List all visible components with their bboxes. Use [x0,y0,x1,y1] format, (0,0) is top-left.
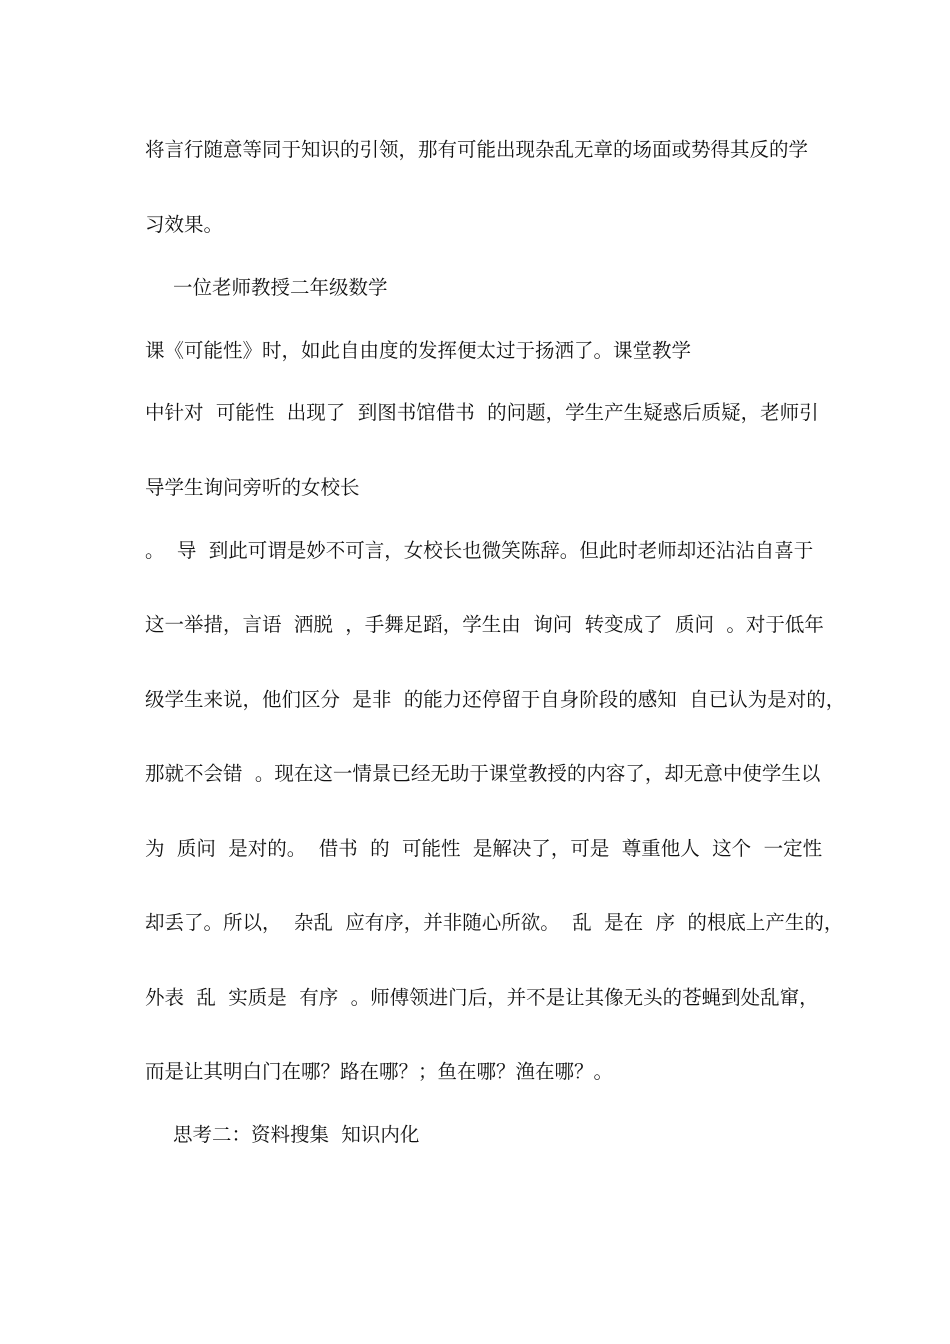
paragraph-line: 课《可能性》时，如此自由度的发挥便太过于扬洒了。课堂教学 [145,339,692,362]
section-heading: 思考二：资料搜集 知识内化 [173,1123,420,1146]
paragraph-line: 级学生来说，他们区分 是非 的能力还停留于自身阶段的感知 自已认为是对的， [145,688,846,711]
paragraph-line: 。 导 到此可谓是妙不可言，女校长也微笑陈辞。但此时老师却还沾沾自喜于 [145,539,814,562]
paragraph-line: 那就不会错 。现在这一情景已经无助于课堂教授的内容了，却无意中使学生以 [145,762,821,785]
paragraph-line: 导学生询问旁听的女校长 [145,476,360,499]
paragraph-line: 而是让其明白门在哪？路在哪？；鱼在哪？渔在哪？。 [145,1060,614,1083]
paragraph-line: 这一举措，言语 洒脱 ，手舞足蹈，学生由 询问 转变成了 质问 。对于低年 [145,613,824,636]
paragraph-line: 外表 乱 实质是 有序 。师傅领进门后，并不是让其像无头的苍蝇到处乱窜， [145,986,819,1009]
paragraph-line: 一位老师教授二年级数学 [173,276,388,299]
paragraph-line: 为 质问 是对的。 借书 的 可能性 是解决了，可是 尊重他人 这个 一定性 [145,837,823,860]
paragraph-line: 习效果。 [145,213,224,236]
paragraph-line: 将言行随意等同于知识的引领，那有可能出现杂乱无章的场面或势得其反的学 [145,138,809,161]
paragraph-line: 中针对 可能性 出现了 到图书馆借书 的问题，学生产生疑惑后质疑，老师引 [145,401,819,424]
paragraph-line: 却丢了。所以， 杂乱 应有序，并非随心所欲。 乱 是在 序 的根底上产生的， [145,911,844,934]
